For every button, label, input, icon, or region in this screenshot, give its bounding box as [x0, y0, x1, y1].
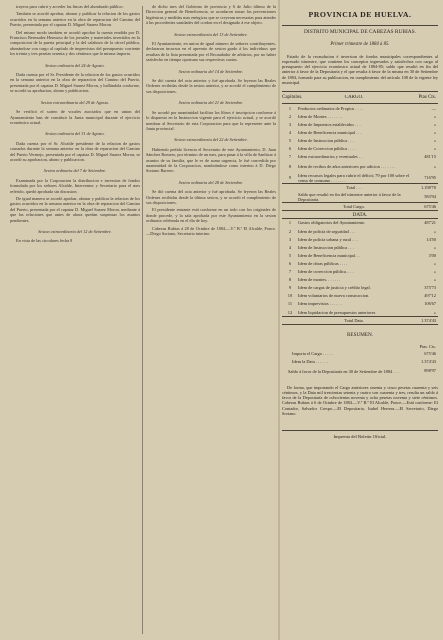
row-value: » — [433, 163, 436, 169]
row-value: 487'21 — [424, 220, 436, 226]
table-row — [282, 129, 438, 137]
paragraph: Se dió cuenta del acta anterior y fué aprobada. Se leyeron las Reales Ordenes recibidas desde la sesion anterior, y se acordó el cumplimiento de sus disposiciones. — [146, 78, 276, 94]
row-value: » — [433, 228, 436, 234]
resumen-saldo-label: Saldo á favor de la Depositaría en 30 de Setiembre de 1884 . . . — [288, 368, 399, 374]
saldo-anterior-value: 583'94 — [424, 193, 436, 199]
row-value: 497'12 — [424, 293, 436, 299]
row-value: — — [431, 105, 436, 111]
paragraph: Se verificó el sorteo de vocales asociados que en union del Ayuntamiento han de constituir la Junta municipal durante el ejercicio económico actual. — [10, 109, 140, 125]
paragraph: Habiendo pedido licencia el Secretario de este Ayuntamiento, D. Juan Sánchez Romero, por término de un mes, para pasar á la villa de Sanlúcar á asuntos de su familia, que le es de suma urgencia, le fué concedida por unanimidad de la Corporacion, nombrándose como interino á D. Diego Soriano Barrero. — [146, 146, 276, 174]
data-total-row — [282, 316, 438, 324]
table-row — [282, 104, 438, 112]
row-number: 8 — [288, 277, 292, 283]
row-number: 7 — [288, 269, 292, 275]
table-row — [282, 260, 438, 268]
table-row — [282, 284, 438, 292]
row-number: 10 — [287, 293, 293, 299]
session-heading: Sesion extraordinaria del 22 de Setiembre. — [174, 137, 248, 143]
row-number: 7 — [288, 154, 292, 160]
row-value: » — [433, 269, 436, 275]
resumen-row-value: 675'46 — [424, 351, 436, 357]
imprint-line: Imprenta del Boletin Oficial. — [282, 430, 438, 440]
row-number: 2 — [288, 228, 292, 234]
accounts-section — [282, 4, 438, 636]
paragraph: Dada cuenta por el Sr. Presidente de la relacion de los gastos ocurridos en la semana anterior en la obra de reparacion del Camino del Puerto, presentada por el capataz D. Miguel Suarez Moron, y hallándola conforme, se acordó su aprobacion, abono y publicacion. — [10, 72, 140, 94]
cargo-total-label: Total . . . — [346, 184, 362, 190]
paragraph: Se acordó por unanimidad facilitar los libros é inscripcion conforme á lo dispuesto en la Instruccion vigente para el ejercicio actual, y se acordó nombrar al Secretario de esta Corporacion para que la represente ante la Junta provincial. — [146, 109, 276, 131]
saldo-anterior-row — [282, 191, 438, 202]
table-row — [282, 235, 438, 243]
row-label: Idem de Beneficencia municipal. . . — [298, 252, 361, 258]
row-number: 9 — [288, 174, 292, 180]
row-label: Idem de correccion pública. . . . — [298, 269, 354, 275]
closing-paragraph: De forma, que importando el Cargo anteriores sesenta y cinco pesetas cuarenta y seis céntimos, y la Data mil trescientas setenta y cuatro con cuarenta y tres, resulta un saldo á favor de la Depositaría de ochocientas noventa y ocho pesetas noventa y siete céntimos. Cabezas Rubias á 6 de Octubre de 1884.—V.º B.º El Alcalde, Ponce.—Está conforme: El Contador, Salvador Crespo.—El Depositario, Isabel Herrera.—El Secretario, Diego Soriano. — [282, 384, 438, 417]
data-total-label: Total Data. — [344, 318, 364, 324]
saldo-anterior-label: Saldo que resultó en fin del trimestre anterior á favor de la Depositaría. — [298, 191, 401, 202]
row-number: 2 — [288, 113, 292, 119]
district-title: DISTRITO MUNICIPAL DE CABEZAS RUBIAS. — [282, 25, 438, 36]
table-row — [282, 219, 438, 227]
resumen-amount-header: Ptas. Cts. — [419, 343, 436, 349]
row-label: Idem de Beneficencia municipal . . . — [298, 129, 362, 135]
paragraph: de dicho mes del Gobierno de provincia y 6 de Julio último de la Direccion general de Beneficencia, se acordaron tomar las prevenciones higiénicas y medidas mas enérgicas que se creyeran necesarias para atender á las procedentes sanidades del cordon en el designado á ese objeto. — [146, 4, 276, 26]
row-value: 106'67 — [424, 301, 436, 307]
cargo-general-row — [282, 202, 438, 210]
row-value: 481'15 — [424, 154, 436, 160]
table-row — [282, 300, 438, 308]
row-value: 716'95 — [424, 174, 436, 180]
row-value: » — [433, 138, 436, 143]
session-heading: Sesion ordinaria del 14 de Setiembre. — [178, 68, 244, 74]
cargo-general-label: Total Cargo. — [343, 203, 365, 209]
paragraph: En vista de las circulares fecha 8 — [16, 238, 73, 244]
paragraph: Examinada por la Corporacion la distribucion e inversion de fondos formulada por los señores Alcalde, Interventor y Secretario para el mes referido, quedó aprobada sin discusion. — [10, 177, 140, 194]
table-row — [282, 268, 438, 276]
accounts-table — [282, 91, 438, 325]
row-label: Idem extraordinarios y eventuales . . — [298, 154, 363, 160]
session-heading: Sesion extraordinaria del 29 de Agosto. — [40, 99, 110, 105]
row-label: Idem de montes. . . . . . . — [298, 277, 341, 283]
row-label: Gastos obligatorios del Ayuntamiento. — [298, 220, 366, 226]
row-number: 3 — [288, 236, 292, 242]
resumen-saldo-row — [282, 366, 438, 377]
row-label: Idem de Instruccion pública . . . — [298, 138, 354, 143]
data-total-value: 1.374'43 — [420, 318, 436, 324]
row-value: » — [433, 244, 436, 250]
row-value: » — [433, 277, 436, 283]
concept-header: CARGO. — [344, 95, 364, 101]
page-fold — [278, 0, 280, 640]
session-heading: Sesion ordinaria del 31 de Agosto. — [45, 131, 105, 137]
resumen-row-label: Idem la Data . . . . . . — [292, 358, 328, 364]
row-number: 5 — [288, 138, 292, 143]
data-section-title: DATA. — [282, 210, 438, 219]
row-value: » — [433, 113, 436, 119]
row-label: Idem voluntarios de nueva construccion. — [298, 293, 370, 299]
table-row — [282, 161, 438, 172]
paragraph: Tambien se acordó aprobar, abonar y publicar la relacion de los gastos ocurridos en la semana anterior en la obra de reparacion del Camino del Puerto, presentada por el capataz D. Miguel Suarez Moron. — [10, 11, 140, 28]
paragraph: Del mismo modo tambien se acordó aprobar la cuenta rendida por D. Francisco Bermudez Hermoso de los jornales y materiales invertidos en la composicion de la puerta principal y la del calabozo de la cárcel pública, abonándose con cargo al capítulo de imprevistos del presupuesto corriente los treinta y tres pesetas sesenta y dos céntimos que la misma importa. — [10, 29, 140, 57]
amount-header: Ptas Cts. — [418, 95, 436, 101]
period-subtitle: Primer trimestre de 1884 á 85. — [330, 42, 390, 47]
row-label: Idem recursos legales para cubrir el déficit; 79 por 100 sobre el censo de consumo . . . . . . . — [298, 172, 410, 183]
paragraph: Cabezas Rubias á 28 de Octubre de 1884.—V.º B.º El Alcalde, Ponce.—Diego Soriano, Secretario interino. — [146, 225, 276, 236]
row-number: 3 — [288, 121, 292, 127]
row-label: Idem de Montes . . . . . . . — [298, 113, 342, 119]
row-label: Idem de cargas de justicia y crédito legal. — [298, 285, 371, 291]
row-value: » — [433, 309, 436, 315]
table-row — [282, 121, 438, 129]
resumen-table — [282, 343, 438, 377]
middle-text-column — [146, 4, 276, 636]
row-number: 6 — [288, 146, 292, 152]
chapters-header: Capítulos. — [282, 95, 303, 101]
paragraph: El Ayuntamiento, en union de igual número de señores contribuyentes, declararon incursos en el apremio de sesion grado á los individuos que resultan de la lista presentada por el Recaudador de arbitrios, por no haber satisfecho en tiempo oportuno sus respectivas cuotas. — [146, 41, 276, 63]
paragraph: De igual manera se acordó aprobar, abonar y publicar la relacion de los gastos ocurridos en la semana anterior en la obra de reparacion del Camino del Puerto, presentada por el capataz D. Miguel Suarez Moron, mediante á que las relaciones que antes de ahora quedan suspensas los asuntos pendientes. — [10, 195, 140, 223]
row-label: Idem de Instruccion pública . . . — [298, 244, 354, 250]
row-label: Idem de Correccion pública . . . . — [298, 146, 356, 152]
session-heading: Sesion ordinaria del 24 de Agosto. — [45, 62, 105, 68]
resumen-row — [282, 351, 438, 359]
row-value: 14'50 — [426, 236, 436, 242]
resumen-header-row — [282, 343, 438, 351]
paragraph: trayeos para cubrir y acceder las fincas del alumbrado público. — [16, 4, 124, 9]
resumen-row-label: Importa el Cargo . . . . . — [292, 351, 333, 357]
table-row — [282, 112, 438, 120]
table-row — [282, 276, 438, 284]
session-heading: Sesion extraordinaria del 12 de Setiembre. — [38, 229, 112, 234]
column-divider — [142, 6, 143, 634]
row-number: 4 — [288, 244, 292, 250]
session-heading: Sesion ordinaria del 7 de Setiembre. — [43, 168, 107, 174]
row-value: » — [433, 121, 436, 127]
paragraph: Dada cuenta por el Sr. Alcalde presidente de la relacion de gastos causados durante la semana anterior en la obra de reparacion del Camino del Puerto Vermejo, presentada por el capataz D. Miguel Suarez Moron, se acordó su aprobacion, abono y publicacion. — [10, 140, 140, 162]
resumen-saldo-value: 898'97 — [424, 368, 436, 374]
row-number: 11 — [287, 301, 293, 307]
paragraph: El presidente entrante está conforme en un todo con los originales de donde procede, y la sala aprobada por este Ayuntamiento en la sesion ordinaria celebrada en el día de hoy. — [146, 207, 276, 224]
table-row — [282, 145, 438, 153]
table-row — [282, 172, 438, 183]
table-row — [282, 252, 438, 260]
row-number: 5 — [288, 252, 292, 258]
table-header — [282, 92, 438, 104]
resumen-row — [282, 358, 438, 366]
cargo-total-row — [282, 183, 438, 191]
row-label: Idem imprevistos . . . . . . — [298, 301, 342, 307]
table-row — [282, 153, 438, 161]
row-value: » — [433, 260, 436, 266]
table-row — [282, 244, 438, 252]
cargo-total-value: 1.198'70 — [420, 184, 436, 190]
row-value: » — [433, 129, 436, 135]
row-label: Productos ordinarios de Propios . . . . — [298, 105, 364, 111]
row-label: Idem de policía de seguridad . . . — [298, 228, 356, 234]
table-row — [282, 137, 438, 145]
row-number: 1 — [288, 105, 292, 111]
row-number: 4 — [288, 129, 292, 135]
row-number: 6 — [288, 260, 292, 266]
intro-paragraph: Estado de la recaudacion é inversion de fondos municipales correspondientes al expresado trimestre, que contiene los conceptos ingresados y satisfechos con cargo al presupuesto del ejercicio económico actual de 1884-85; saldo que resultó en fin del anterior á favor de la Depositaría y el que resulta á favor de la misma en 30 de Setiembre de 1884, formado para su publicacion, en cumplimiento del artículo 108 de la vigente ley municipal. — [282, 53, 438, 86]
row-number: 1 — [288, 220, 292, 226]
row-value: » — [433, 146, 436, 152]
table-row — [282, 227, 438, 235]
table-row — [282, 292, 438, 300]
session-heading: Sesion ordinaria del 21 de Setiembre. — [178, 100, 244, 106]
row-value: 375'73 — [424, 285, 436, 291]
row-label: Idem liquidacion de presupuestos anteriores — [298, 309, 376, 315]
row-number: 8 — [288, 163, 292, 169]
cargo-rows — [282, 104, 438, 183]
resumen-title: RESUMEN. — [346, 332, 374, 339]
row-number: 12 — [287, 309, 293, 315]
table-row — [282, 308, 438, 316]
session-heading: Sesion extraordinaria del 13 de Setiembre. — [174, 31, 248, 37]
resumen-rows — [282, 351, 438, 366]
paragraph: Se dió cuenta del acta anterior y fué aprobada. Se leyeron las Reales Ordenes recibidas desde la última sesion, y se acordó el cumplimiento de sus disposiciones. — [146, 189, 276, 205]
cargo-general-value: 675'46 — [424, 203, 436, 209]
data-rows — [282, 219, 438, 316]
session-heading: Sesion ordinaria del 28 de Setiembre. — [178, 179, 244, 185]
row-value: 3'00 — [428, 252, 436, 258]
province-title: PROVINCIA DE HUELVA. — [308, 10, 412, 19]
resumen-row-value: 1.374'43 — [420, 358, 436, 364]
row-label: Idem de recibos de años anteriores por adicion . . . . . . . — [298, 164, 396, 170]
row-label: Idem de Impuestos establecidos . . . — [298, 121, 361, 127]
row-label: Idem de policía urbana y rural . . . — [298, 236, 358, 242]
row-number: 9 — [288, 285, 292, 291]
left-text-column — [10, 4, 140, 636]
row-label: Idem de obras públicas . . . . — [298, 260, 348, 266]
